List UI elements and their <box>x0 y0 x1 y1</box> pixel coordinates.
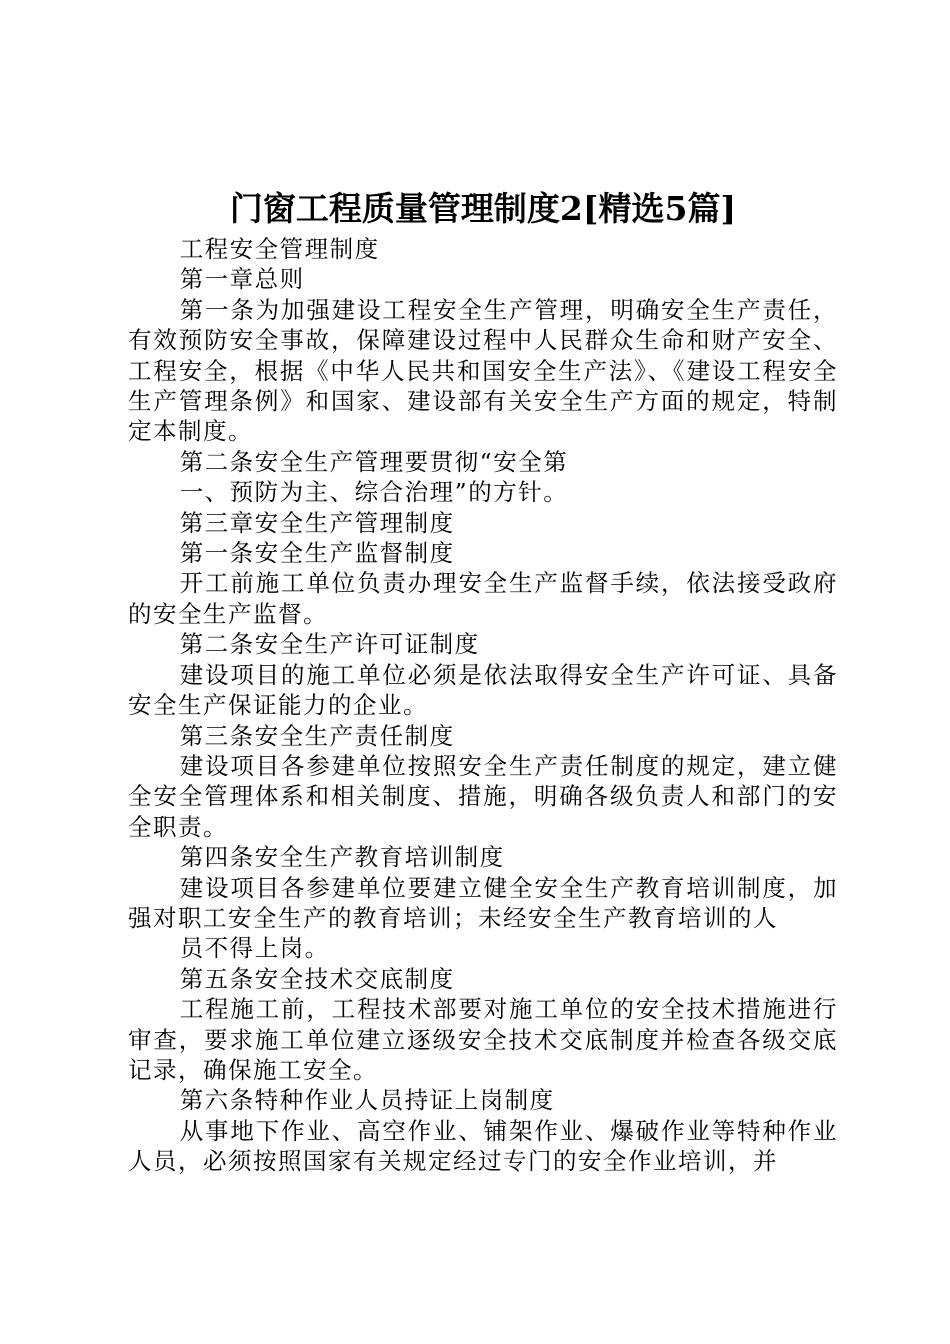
document-title: 门窗工程质量管理制度2[精选5篇] <box>229 189 737 228</box>
paragraph: 第二条安全生产管理要贯彻“安全第 <box>179 447 569 476</box>
article-heading: 第五条安全技术交底制度 <box>179 964 455 993</box>
paragraph: 从事地下作业、高空作业、铺架作业、爆破作业等特种作业人员，必须按照国家有关规定经过专门的安全作业培训，并 <box>128 1116 838 1176</box>
chapter-heading: 第三章安全生产管理制度 <box>179 508 455 537</box>
article-heading: 第四条安全生产教育培训制度 <box>179 843 505 872</box>
chapter-heading: 第一章总则 <box>179 265 305 294</box>
paragraph: 员不得上岗。 <box>179 934 330 963</box>
article-heading: 第六条特种作业人员持证上岗制度 <box>179 1086 555 1115</box>
document-page <box>128 186 838 1177</box>
paragraph: 第一条为加强建设工程安全生产管理，明确安全生产责任，有效预防安全事故，保障建设过程中人民群众生命和财产安全、工程安全，根据《中华人民共和国安全生产法》、《建设工程安全生产管理条例》和国家、建设部有关安全生产方面的规定，特制定本制度。 <box>128 295 838 446</box>
paragraph: 建设项目的施工单位必须是依法取得安全生产许可证、具备安全生产保证能力的企业。 <box>128 660 838 720</box>
paragraph: 建设项目各参建单位要建立健全安全生产教育培训制度，加强对职工安全生产的教育培训；未经安全生产教育培训的人 <box>128 873 838 932</box>
article-heading: 第二条安全生产许可证制度 <box>179 630 480 659</box>
section-heading: 工程安全管理制度 <box>179 235 380 263</box>
article-heading: 第三条安全生产责任制度 <box>179 721 455 750</box>
paragraph: 一、预防为主、综合治理”的方针。 <box>179 478 569 507</box>
article-heading: 第一条安全生产监督制度 <box>179 539 455 568</box>
paragraph: 开工前施工单位负责办理安全生产监督手续，依法接受政府的安全生产监督。 <box>128 569 838 628</box>
document-body <box>128 234 838 1177</box>
paragraph: 建设项目各参建单位按照安全生产责任制度的规定，建立健全安全管理体系和相关制度、措施，明确各级负责人和部门的安全职责。 <box>128 751 838 841</box>
paragraph: 工程施工前，工程技术部要对施工单位的安全技术措施进行审查，要求施工单位建立逐级安全技术交底制度并检查各级交底记录，确保施工安全。 <box>128 995 838 1084</box>
